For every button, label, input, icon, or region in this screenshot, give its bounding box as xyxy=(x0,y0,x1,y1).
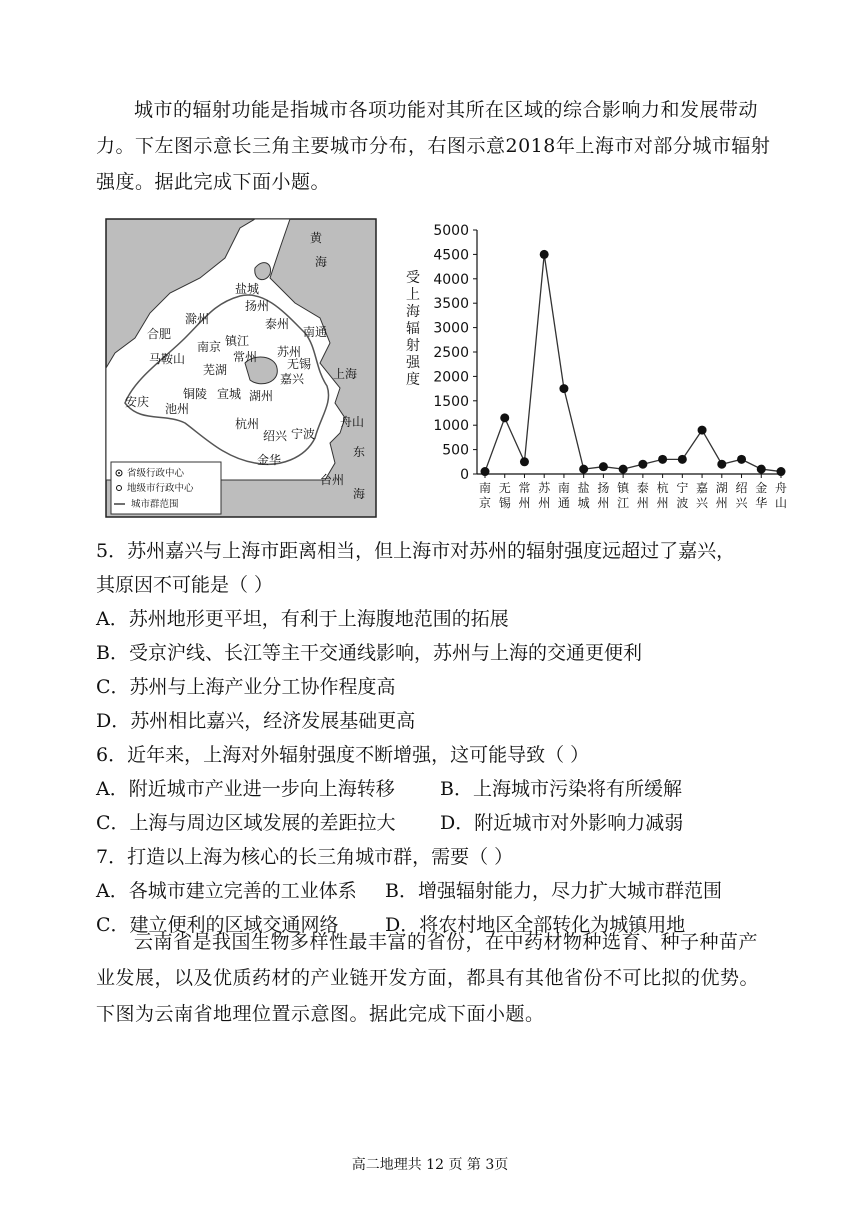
map-city-label: 宣城 xyxy=(217,387,242,401)
q5-option-b: B．受京沪线、长江等主干交通线影响，苏州与上海的交通更便利 xyxy=(96,642,642,664)
y-tick-label: 500 xyxy=(442,442,469,459)
data-point xyxy=(698,426,707,435)
map-city-label: 盐城 xyxy=(235,282,260,296)
x-tick-label: 江 xyxy=(617,496,630,510)
y-tick-label: 4000 xyxy=(433,271,469,288)
map-city-label: 嘉兴 xyxy=(280,372,305,386)
page-footer: 高二地理共 12 页 第 3页 xyxy=(351,1157,509,1173)
x-tick-label: 州 xyxy=(597,496,610,510)
data-point xyxy=(599,462,608,471)
map-city-label: 绍兴 xyxy=(263,429,288,443)
x-tick-label: 宁 xyxy=(676,481,689,495)
q7-option-a: A．各城市建立完善的工业体系 xyxy=(96,880,357,902)
map-city-label: 上海 xyxy=(333,367,358,381)
map-city-label: 舟山 xyxy=(340,415,365,429)
data-point xyxy=(520,457,529,466)
y-tick-label: 3000 xyxy=(433,320,469,337)
data-point xyxy=(737,455,746,464)
legend-boundary-label: 城市群范围 xyxy=(131,499,179,510)
map-city-label: 金华 xyxy=(257,453,282,467)
map-city-label: 池州 xyxy=(165,402,190,416)
data-point xyxy=(540,250,549,259)
y-axis-label-char: 受 xyxy=(406,270,420,286)
map-city-label: 马鞍山 xyxy=(149,352,186,366)
data-point xyxy=(559,384,568,393)
map-sea-label: 海 xyxy=(315,255,328,269)
intro-paragraph-2: 云南省是我国生物多样性最丰富的省份，在中药材物种选育、种子种苗产业发展，以及优质药材的产业链开发方面，都具有其他省份不可比拟的优势。下图为云南省地理位置示意图。据此完成下面小题。 xyxy=(96,931,760,1025)
y-axis-label-char: 度 xyxy=(406,372,420,388)
x-tick-label: 兴 xyxy=(696,496,709,510)
x-tick-label: 州 xyxy=(518,496,531,510)
x-tick-label: 泰 xyxy=(636,481,649,495)
data-point xyxy=(777,467,786,476)
x-tick-label: 杭 xyxy=(656,481,669,495)
map-city-label: 苏州 xyxy=(277,345,302,359)
y-axis-label-char: 辐 xyxy=(406,321,420,337)
map-city-label: 无锡 xyxy=(287,357,312,371)
x-tick-label: 华 xyxy=(755,496,768,510)
data-point xyxy=(579,465,588,474)
q6-option-b: B．上海城市污染将有所缓解 xyxy=(440,778,682,800)
x-tick-label: 金 xyxy=(755,481,768,495)
y-tick-label: 2000 xyxy=(433,369,469,386)
x-tick-label: 镇 xyxy=(617,481,630,495)
map-sea-label: 黄 xyxy=(310,231,323,245)
map-sea-label: 海 xyxy=(353,487,366,501)
x-tick-label: 州 xyxy=(715,496,728,510)
x-tick-label: 波 xyxy=(676,496,689,510)
x-tick-label: 无 xyxy=(498,481,511,495)
q6-option-c: C．上海与周边区域发展的差距拉大 xyxy=(96,812,396,834)
map-city-label: 常州 xyxy=(233,350,258,364)
map-sea-label: 东 xyxy=(353,445,366,459)
legend-provincial-label: 省级行政中心 xyxy=(127,468,185,479)
y-tick-label: 0 xyxy=(460,467,469,483)
map-city-label: 南京 xyxy=(197,340,222,354)
x-tick-label: 通 xyxy=(557,496,570,510)
q7-option-b: B．增强辐射能力，尽力扩大城市群范围 xyxy=(385,880,722,902)
x-tick-label: 盐 xyxy=(577,481,590,495)
x-tick-label: 舟 xyxy=(774,481,788,495)
y-tick-label: 2500 xyxy=(433,345,469,361)
data-point xyxy=(757,465,766,474)
q6-stem: 6．近年来，上海对外辐射强度不断增强，这可能导致（ ） xyxy=(96,744,590,766)
q5-option-a: A．苏州地形更平坦，有利于上海腹地范围的拓展 xyxy=(96,608,509,630)
x-tick-label: 京 xyxy=(478,496,492,510)
y-axis-label-char: 海 xyxy=(406,304,420,320)
map-city-label: 湖州 xyxy=(249,389,274,403)
map-city-label: 合肥 xyxy=(147,327,172,341)
x-tick-label: 嘉 xyxy=(696,481,709,495)
q5-option-c: C．苏州与上海产业分工协作程度高 xyxy=(96,676,396,698)
map-city-label: 宁波 xyxy=(291,427,316,441)
series-line xyxy=(485,254,781,471)
x-tick-label: 南 xyxy=(478,481,492,495)
x-tick-label: 山 xyxy=(774,496,788,510)
map-city-label: 扬州 xyxy=(245,299,270,313)
map-city-label: 铜陵 xyxy=(183,387,208,401)
map-city-label: 台州 xyxy=(320,473,345,487)
data-point xyxy=(658,455,667,464)
x-tick-label: 苏 xyxy=(538,481,551,495)
y-tick-label: 1500 xyxy=(433,393,469,410)
x-tick-label: 绍 xyxy=(735,481,748,495)
x-tick-label: 湖 xyxy=(715,481,728,495)
y-axis-label-char: 强 xyxy=(406,355,420,371)
map-city-label: 芜湖 xyxy=(203,363,228,377)
data-point xyxy=(481,467,490,476)
q6-option-d: D．附近城市对外影响力减弱 xyxy=(440,812,684,834)
map-city-label: 泰州 xyxy=(265,317,290,331)
q5-stem-line2: 其原因不可能是（ ） xyxy=(96,574,274,596)
map-city-label: 安庆 xyxy=(125,395,150,409)
x-tick-label: 南 xyxy=(557,481,570,495)
map-city-label: 南通 xyxy=(303,325,328,339)
map-city-label: 镇江 xyxy=(225,334,250,348)
y-tick-label: 4500 xyxy=(433,247,469,264)
y-axis-label-char: 上 xyxy=(406,287,420,303)
y-tick-label: 5000 xyxy=(433,223,469,239)
data-point xyxy=(717,460,726,469)
y-tick-label: 1000 xyxy=(433,418,469,435)
radiation-line-chart xyxy=(395,218,790,518)
q6-option-a: A．附近城市产业进一步向上海转移 xyxy=(96,778,395,800)
x-tick-label: 城 xyxy=(577,496,590,510)
data-point xyxy=(500,413,509,422)
data-point xyxy=(619,465,628,474)
yangtze-delta-map xyxy=(105,218,377,518)
data-point xyxy=(678,455,687,464)
intro-paragraph-1: 城市的辐射功能是指城市各项功能对其所在区域的综合影响力和发展带动力。下左图示意长三角主要城市分布，右图示意2018年上海市对部分城市辐射强度。据此完成下面小题。 xyxy=(96,99,771,193)
x-tick-label: 常 xyxy=(518,481,531,495)
map-city-label: 滁州 xyxy=(185,312,210,326)
legend-prefecture-label: 地级市行政中心 xyxy=(127,483,194,494)
x-tick-label: 州 xyxy=(538,496,551,510)
x-tick-label: 扬 xyxy=(597,481,610,495)
q5-option-d: D．苏州相比嘉兴，经济发展基础更高 xyxy=(96,710,416,732)
q7-stem: 7．打造以上海为核心的长三角城市群，需要（ ） xyxy=(96,846,514,868)
x-tick-label: 兴 xyxy=(735,496,748,510)
q7-option-c: C．建立便利的区域交通网络 xyxy=(96,914,339,936)
y-tick-label: 3500 xyxy=(433,296,469,313)
x-tick-label: 州 xyxy=(636,496,649,510)
y-axis-label-char: 射 xyxy=(406,338,420,354)
map-city-label: 杭州 xyxy=(235,417,260,431)
q5-stem-line1: 5．苏州嘉兴与上海市距离相当，但上海市对苏州的辐射强度远超过了嘉兴， xyxy=(96,540,736,562)
q7-option-d: D．将农村地区全部转化为城镇用地 xyxy=(385,914,686,936)
x-tick-label: 州 xyxy=(656,496,669,510)
x-tick-label: 锡 xyxy=(498,496,511,510)
data-point xyxy=(638,460,647,469)
